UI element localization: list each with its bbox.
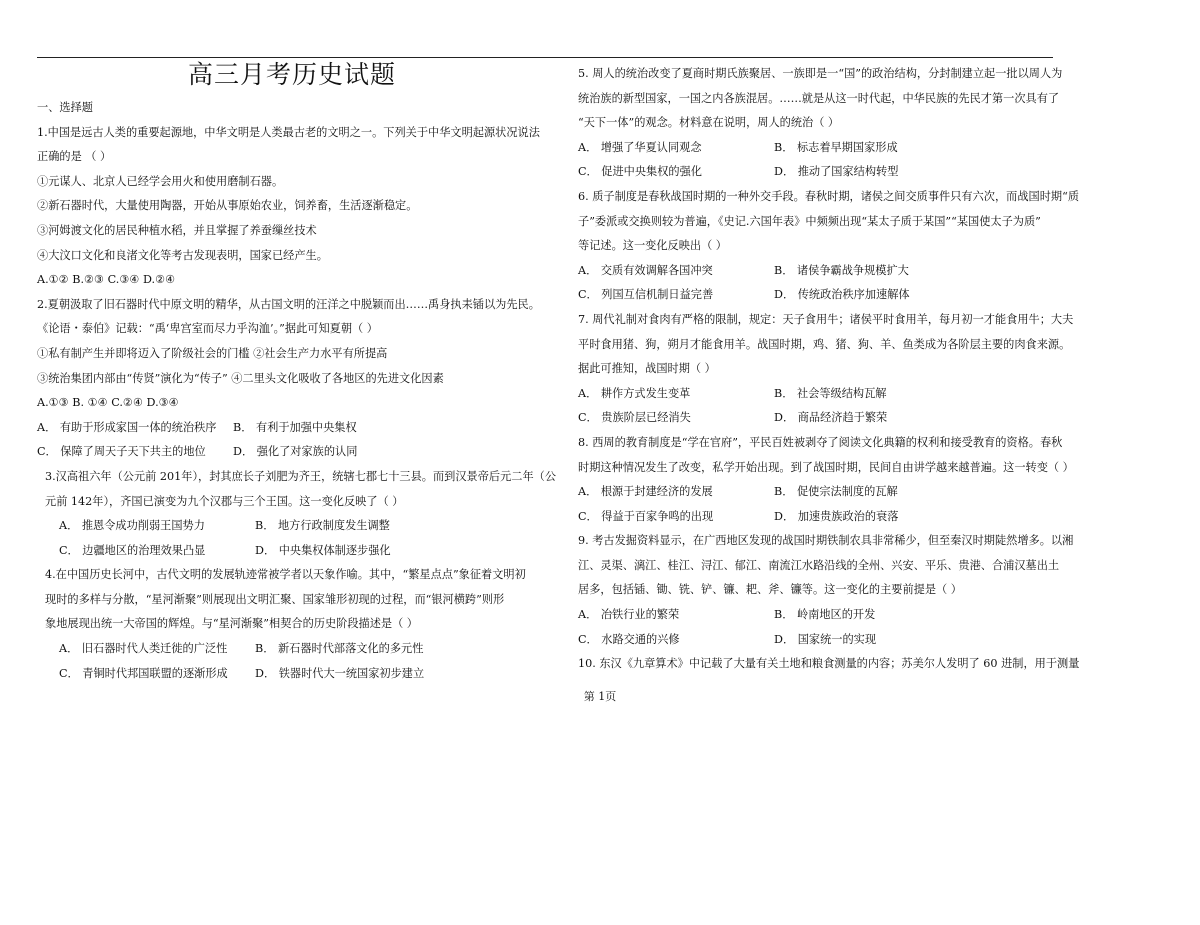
option-a: A． 冶铁行业的繁荣 [578,608,680,622]
option-a: A． 增强了华夏认同观念 [578,140,702,154]
q1-stem-line: 1.中国是远古人类的重要起源地，中华文明是人类最古老的文明之一。下列关于中华文明起源状况说法 [37,125,540,139]
q6-stem-line: 6. 质子制度是春秋战国时期的一种外交手段。春秋时期，诸侯之间交质事件只有六次，而战国时期“质 [578,189,1080,203]
page-title: 高三月考历史试题 [188,60,397,89]
q5-stem-line: 5. 周人的统治改变了夏商时期氏族聚居、一族即是一“国”的政治结构，分封制建立起一批以周人为 [578,67,1063,80]
q2-option-row [37,416,547,441]
option-b: B． 岭南地区的开发 [774,608,876,622]
option-d: D． 国家统一的实现 [774,632,877,646]
q1-choices: A.①② B.②③ C.③④ D.②④ [37,273,176,287]
option-b: B． 社会等级结构瓦解 [774,386,887,400]
q4-stem-line: 4.在中国历史长河中，古代文明的发展轨迹常被学者以天象作喻。其中，“繁星点点”象征着文明初 [45,568,526,582]
q2-item: ①私有制产生并即将迈入了阶级社会的门槛 ②社会生产力水平有所提高 [37,346,388,360]
option-d: D． 强化了对家族的认同 [233,445,358,459]
q2-item: ③统治集团内部由“传贤”演化为“传子” ④二里头文化吸收了各地区的先进文化因素 [37,371,444,385]
q5-option-row [578,160,1066,185]
q1-item: ②新石器时代，大量使用陶器，开始从事原始农业，饲养畜，生活逐渐稳定。 [37,199,418,213]
q8-option-row [578,505,1066,530]
option-a: A． 耕作方式发生变革 [578,386,691,400]
q8-option-row [578,480,1066,505]
option-a: A． 有助于形成家国一体的统治秩序 [37,420,217,434]
q4-stem-line: 象地展现出统一大帝国的辉煌。与“星河渐聚”相契合的历史阶段描述是（ ） [45,617,418,631]
q1-stem-line: 正确的是 （ ） [37,150,112,164]
option-c: C． 贵族阶层已经消失 [578,411,691,425]
option-d: D． 加速贵族政治的衰落 [774,509,899,523]
option-c: C． 得益于百家争鸣的出现 [578,509,714,523]
q7-option-row [578,382,1066,407]
q9-option-row [578,628,1066,653]
q9-stem-line: 9. 考古发掘资料显示，在广西地区发现的战国时期铁制农具非常稀少，但至秦汉时期陡然增多。以湘 [578,534,1074,548]
option-d: D． 铁器时代大一统国家初步建立 [255,666,425,680]
option-c: C． 促进中央集权的强化 [578,165,702,179]
q4-stem-line: 现时的多样与分散，“星河渐聚”则展现出文明汇聚、国家雏形初现的过程，而“银河横跨”则形 [45,592,505,606]
option-c: C． 水路交通的兴修 [578,632,680,646]
q1-item: ③河姆渡文化的居民种植水稻，并且掌握了养蚕缫丝技术 [37,223,317,237]
q2-stem-line: 《论语・泰伯》记载：“禹‘卑宫室而尽力乎沟洫’。”据此可知夏朝（ ） [37,322,378,336]
section-heading: 一、选择题 [37,101,93,114]
q7-stem-line: 7. 周代礼制对食肉有严格的限制，规定：天子食用牛；诸侯平时食用羊，每月初一才能食用牛；大夫 [578,312,1074,326]
q1-item: ④大汶口文化和良渚文化等考古发现表明，国家已经产生。 [37,248,328,262]
option-b: B． 诸侯争霸战争规模扩大 [774,263,909,277]
option-c: C． 列国互信机制日益完善 [578,288,714,302]
option-c: C． 保障了周天子天下共主的地位 [37,445,206,459]
option-b: B． 新石器时代部落文化的多元性 [255,642,424,656]
q9-stem-line: 居多，包括锸、锄、铣、铲、镰、耙、斧、镰等。这一变化的主要前提是（ ） [578,583,962,597]
option-b: B． 地方行政制度发生调整 [255,519,390,533]
q3-option-row [37,514,547,539]
option-a: A． 旧石器时代人类迁徙的广泛性 [59,642,228,656]
q3-stem-line: 3.汉高祖六年（公元前 201年），封其庶长子刘肥为齐王，统辖七郡七十三县。而到汉景帝后元二年（公 [45,469,557,483]
left-column [37,62,557,686]
q4-option-row [37,637,547,662]
q2-option-row [37,440,547,465]
option-a: A． 交质有效调解各国冲突 [578,263,713,277]
option-d: D． 商品经济趋于繁荣 [774,411,888,425]
page-number: 第 1页 [583,690,617,703]
q6-stem-line: 子”委派或交换则较为普遍，《史记.六国年表》中频频出现“某太子质于某国”“某国使太子为质” [578,214,1041,228]
q2-choices: A.①③ B. ①④ C.②④ D.③④ [37,396,179,410]
q3-stem-line: 元前 142年），齐国已演变为九个汉郡与三个王国。这一变化反映了（ ） [45,494,404,508]
q6-option-row [578,259,1066,284]
q3-option-row [37,539,547,564]
option-a: A． 根源于封建经济的发展 [578,485,713,499]
q10-stem-line: 10. 东汉《九章算术》中记载了大量有关土地和粮食测量的内容；苏美尔人发明了 60 进制，用于测量 [578,657,1080,671]
q5-option-row [578,136,1066,161]
option-d: D． 中央集权体制逐步强化 [255,543,391,557]
right-column [578,62,1080,677]
q9-stem-line: 江、灵渠、漓江、桂江、浔江、郁江、南流江水路沿线的全州、兴安、平乐、贵港、合浦汉墓出土 [578,558,1060,572]
q5-stem-line: “天下一体”的观念。材料意在说明，周人的统治（ ） [578,116,840,130]
q6-option-row [578,283,1066,308]
q6-stem-line: 等记述。这一变化反映出（ ） [578,239,727,253]
option-a: A． 推恩令成功削弱王国势力 [59,519,205,533]
q2-stem-line: 2.夏朝汲取了旧石器时代中原文明的精华，从古国文明的汪洋之中脱颖而出……禹身执耒锸以为先民。 [37,297,540,311]
q8-stem-line: 8. 西周的教育制度是“学在官府”，平民百姓被剥夺了阅读文化典籍的权利和接受教育的资格。春秋 [578,435,1063,449]
option-b: B． 促使宗法制度的瓦解 [774,485,898,499]
q4-option-row [37,662,547,687]
q7-stem-line: 平时食用猪、狗，朔月才能食用羊。战国时期，鸡、猪、狗、羊、鱼类成为各阶层主要的肉食来源。 [578,337,1071,351]
q5-stem-line: 统治族的新型国家，一国之内各族混居。……就是从这一时代起，中华民族的先民才第一次具有了 [578,91,1060,105]
option-c: C． 青铜时代邦国联盟的逐渐形成 [59,666,228,680]
option-d: D． 传统政治秩序加速解体 [774,288,910,302]
q9-option-row [578,603,1066,628]
option-d: D． 推动了国家结构转型 [774,165,899,179]
q1-item: ①元谋人、北京人已经学会用火和使用磨制石器。 [37,174,284,188]
option-b: B． 标志着早期国家形成 [774,140,898,154]
option-b: B． 有利于加强中央集权 [233,420,357,434]
q7-stem-line: 据此可推知，战国时期（ ） [578,362,716,376]
q7-option-row [578,406,1066,431]
q8-stem-line: 时期这种情况发生了改变，私学开始出现。到了战国时期，民间自由讲学越来越普遍。这一转变（ ） [578,460,1074,474]
option-c: C． 边疆地区的治理效果凸显 [59,543,206,557]
